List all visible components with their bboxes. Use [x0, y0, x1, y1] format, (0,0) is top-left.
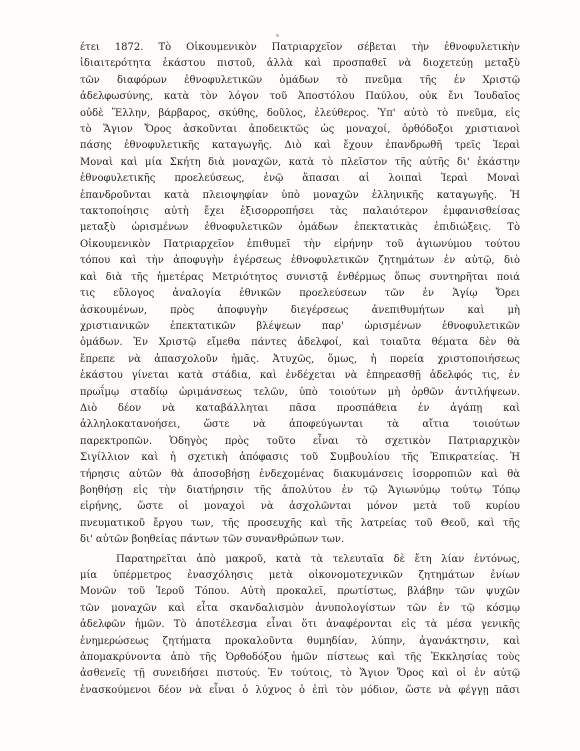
text-line: καὶ διὰ τῆς ἡμετέρας Μετριότητος συνιστᾷ ἐνθέρμως ὅπως συντηρῆται ποιά — [80, 271, 520, 283]
text-line: τὸ Ἅγιον Ὄρος ἀσκοῦνται ἀποδεικτῶς ὡς μοναχοί, ὀρθόδοξοι χριστιανοὶ — [80, 124, 520, 136]
text-line: Οἰκουμενικὸν Πατριαρχεῖον ἐπιθυμεῖ τὴν εἰρήνην τοῦ ἁγιωνύμου τούτου — [80, 238, 520, 250]
text-line: παρεκτροπῶν. Ὁδηγὸς πρὸς τοῦτο εἶναι τὸ σχετικὸν Πατριαρχικὸν — [80, 435, 520, 447]
text-line: χριστιανικῶν ἐπεκτατικῶν βλέψεων παρ' ὡρισμένων ἐθνοφυλετικῶν — [80, 320, 520, 332]
paragraph-1 — [80, 40, 520, 549]
text-line: ἀσκουμένων, πρὸς ἀποφυγὴν διεγέρσεως ἀνεπιθυμήτων καὶ μὴ — [80, 304, 520, 316]
text-line: οὐδὲ Ἕλλην, βάρβαρος, σκύθης, δοῦλος, ἐλεύθερος. Ὑπ' αὐτὸ τὸ πνεῦμα, εἰς — [80, 107, 520, 119]
text-line: βοηθήσῃ εἰς τὴν διατήρησιν τῆς ἀπολύτου ἐν τῷ Ἁγιωνύμῳ τούτῳ Τόπῳ — [80, 484, 520, 496]
text-line: ἰδιαιτερότητα ἑκάστου πιστοῦ, ἀλλὰ καὶ προσπαθεῖ νὰ διοχετεύῃ μεταξὺ — [80, 58, 520, 70]
text-line: ἐνημερώσεως ζητήματα προκαλοῦντα θυμηδίαν, λύπην, ἀγανάκτησιν, καὶ — [80, 635, 520, 647]
paragraph-2 — [80, 552, 520, 700]
text-line: εἰρήνης, ὥστε οἱ μοναχοὶ νὰ ἀσχολῶνται μόνον μετὰ τοῦ κυρίου — [80, 501, 520, 513]
scan-speck — [276, 34, 279, 37]
text-line: τόπου καὶ τὴν ἀποφυγὴν ἐγέρσεως ἐθνοφυλετικῶν ζητημάτων ἐν αὐτῷ, διὸ — [80, 255, 520, 267]
text-line: Παρατηρεῖται ἀπὸ μακροῦ, κατὰ τὰ τελευταῖα δὲ ἔτη λίαν ἐντόνως, — [116, 553, 520, 565]
text-line: ἀδελφωσύνης, κατὰ τὸν λόγον τοῦ Ἀποστόλου Παύλου, οὐκ ἔνι Ἰουδαῖος — [80, 91, 520, 103]
text-line: τήρησις αὐτῶν θὰ ἀποσοβήσῃ ἐνδεχομένας διακυμάνσεις ἰσορροπιῶν καὶ θὰ — [80, 468, 520, 480]
text-line: τις εὔλογος ἀναλογία ἐθνικῶν προελεύσεων τῶν ἐν Ἁγίῳ Ὄρει — [80, 288, 520, 300]
text-line: Μονῶν τοῦ Ἱεροῦ Τόπου. Αὐτὴ προκαλεῖ, πρωτίστως, βλάβην τῶν ψυχῶν — [80, 586, 520, 598]
text-line: πρωΐμῳ σταδίῳ ὡριμάνσεως τελῶν, ὑπὸ τοιούτων μὴ ὀρθῶν ἀντιλήψεων. — [80, 386, 520, 398]
text-line: ἐνασκούμενοι δέον νὰ εἶναι ὁ λύχνος ὁ ἐπὶ τὸν μόδιον, ὥστε νὰ φέγγῃ πᾶσι — [80, 684, 520, 696]
document-body — [80, 40, 520, 699]
text-line: πάσης ἐθνοφυλετικῆς καταγωγῆς. Διὸ καὶ ἔχουν ἐπανδρωθῆ τρεῖς Ἱεραὶ — [80, 140, 520, 152]
text-line: πνευματικοῦ ἔργου των, τῆς προσευχῆς καὶ τῆς λατρείας τοῦ Θεοῦ, καὶ τῆς — [80, 517, 520, 529]
text-line: Διὸ δέον νὰ καταβάλληται πᾶσα προσπάθεια ἐν ἀγάπῃ καὶ — [80, 402, 520, 414]
text-line: ἑκάστου γίνεται κατὰ στάδια, καὶ ἐνδέχεται νὰ ἐπηρεασθῇ ἀδελφός τις, ἐν — [80, 370, 520, 382]
text-line: ἐθνοφυλετικῆς προελεύσεως, ἐνῷ ἅπασαι αἱ λοιπαὶ Ἱεραὶ Μοναὶ — [80, 173, 520, 185]
text-line: ἔπρεπε νὰ ἀπασχολοῦν ἡμᾶς. Ἀτυχῶς, ὅμως, ἡ πορεία χριστοποιήσεως — [80, 353, 520, 365]
text-line: έτει 1872. Τὸ Οἰκουμενικὸν Πατριαρχεῖον σέβεται τὴν ἐθνοφυλετικὴν — [80, 42, 520, 53]
text-line: τακτοποίησις αὐτὴ ἔχει ἐξισορροπήσει τὰς παλαιότερον ἐμφανισθείσας — [80, 206, 520, 218]
text-line: τῶν μοναχῶν καὶ εἶτα σκανδαλισμὸν ἀνυπολογίστων τῶν ἐν τῷ κόσμῳ — [80, 602, 520, 614]
text-line: ἀσθενεῖς τῇ συνειδήσει πιστούς. Ἐν τούτοις, τὸ Ἅγιον Ὄρος καὶ οἱ ἐν αὐτῷ — [80, 668, 520, 680]
text-line: ὁμάδων. Ἐν Χριστῷ εἴμεθα πάντες ἀδελφοί, καὶ τοιαῦτα θέματα δὲν θὰ — [80, 337, 520, 349]
text-line: μία ὑπέρμετρος ἐνασχόλησις μετὰ οἰκονομοτεχνικῶν ζητημάτων ἐνίων — [80, 570, 520, 581]
text-line: ἀλληλοκατανοήσει, ὥστε νὰ ἀποφεύγωνται τὰ αἴτια τοιούτων — [80, 419, 520, 431]
text-line: δι' αὐτῶν βοηθείας πάντων τῶν συνανθρώπων των. — [80, 534, 345, 546]
text-line: ἐπανδροῦνται κατὰ πλειοψηφίαν ὑπὸ μοναχῶν ἑλληνικῆς καταγωγῆς. Ἡ — [80, 189, 520, 201]
text-line: τῶν διαφόρων ἐθνοφυλετικῶν ὁμάδων τὸ πνεῦμα τῆς ἐν Χριστῷ — [80, 74, 520, 86]
text-line: Μοναὶ καὶ μία Σκήτη διὰ μοναχῶν, κατὰ τὸ πλεῖστον τῆς αὐτῆς δι' ἑκάστην — [80, 156, 520, 168]
text-line: ἀδελφῶν ἡμῶν. Τὸ ἀποτέλεσμα εἶναι ὅτι ἀναφέρονται εἰς τὰ μέσα γενικῆς — [80, 619, 520, 631]
text-line: ἀπομακρύνοντα ἀπὸ τῆς Ὀρθοδόξου ἡμῶν πίστεως καὶ τῆς Ἐκκλησίας τοὺς — [80, 652, 520, 664]
text-line: Σιγίλλιον καὶ ἡ σχετικὴ ἀπόφασις τοῦ Συμβουλίου τῆς Ἐπικρατείας. Ἡ — [80, 452, 520, 464]
text-line: μεταξὺ ὡρισμένων ἐθνοφυλετικῶν ὁμάδων ἐπεκτατικὰς ἐπιδιώξεις. Τὸ — [80, 222, 520, 234]
